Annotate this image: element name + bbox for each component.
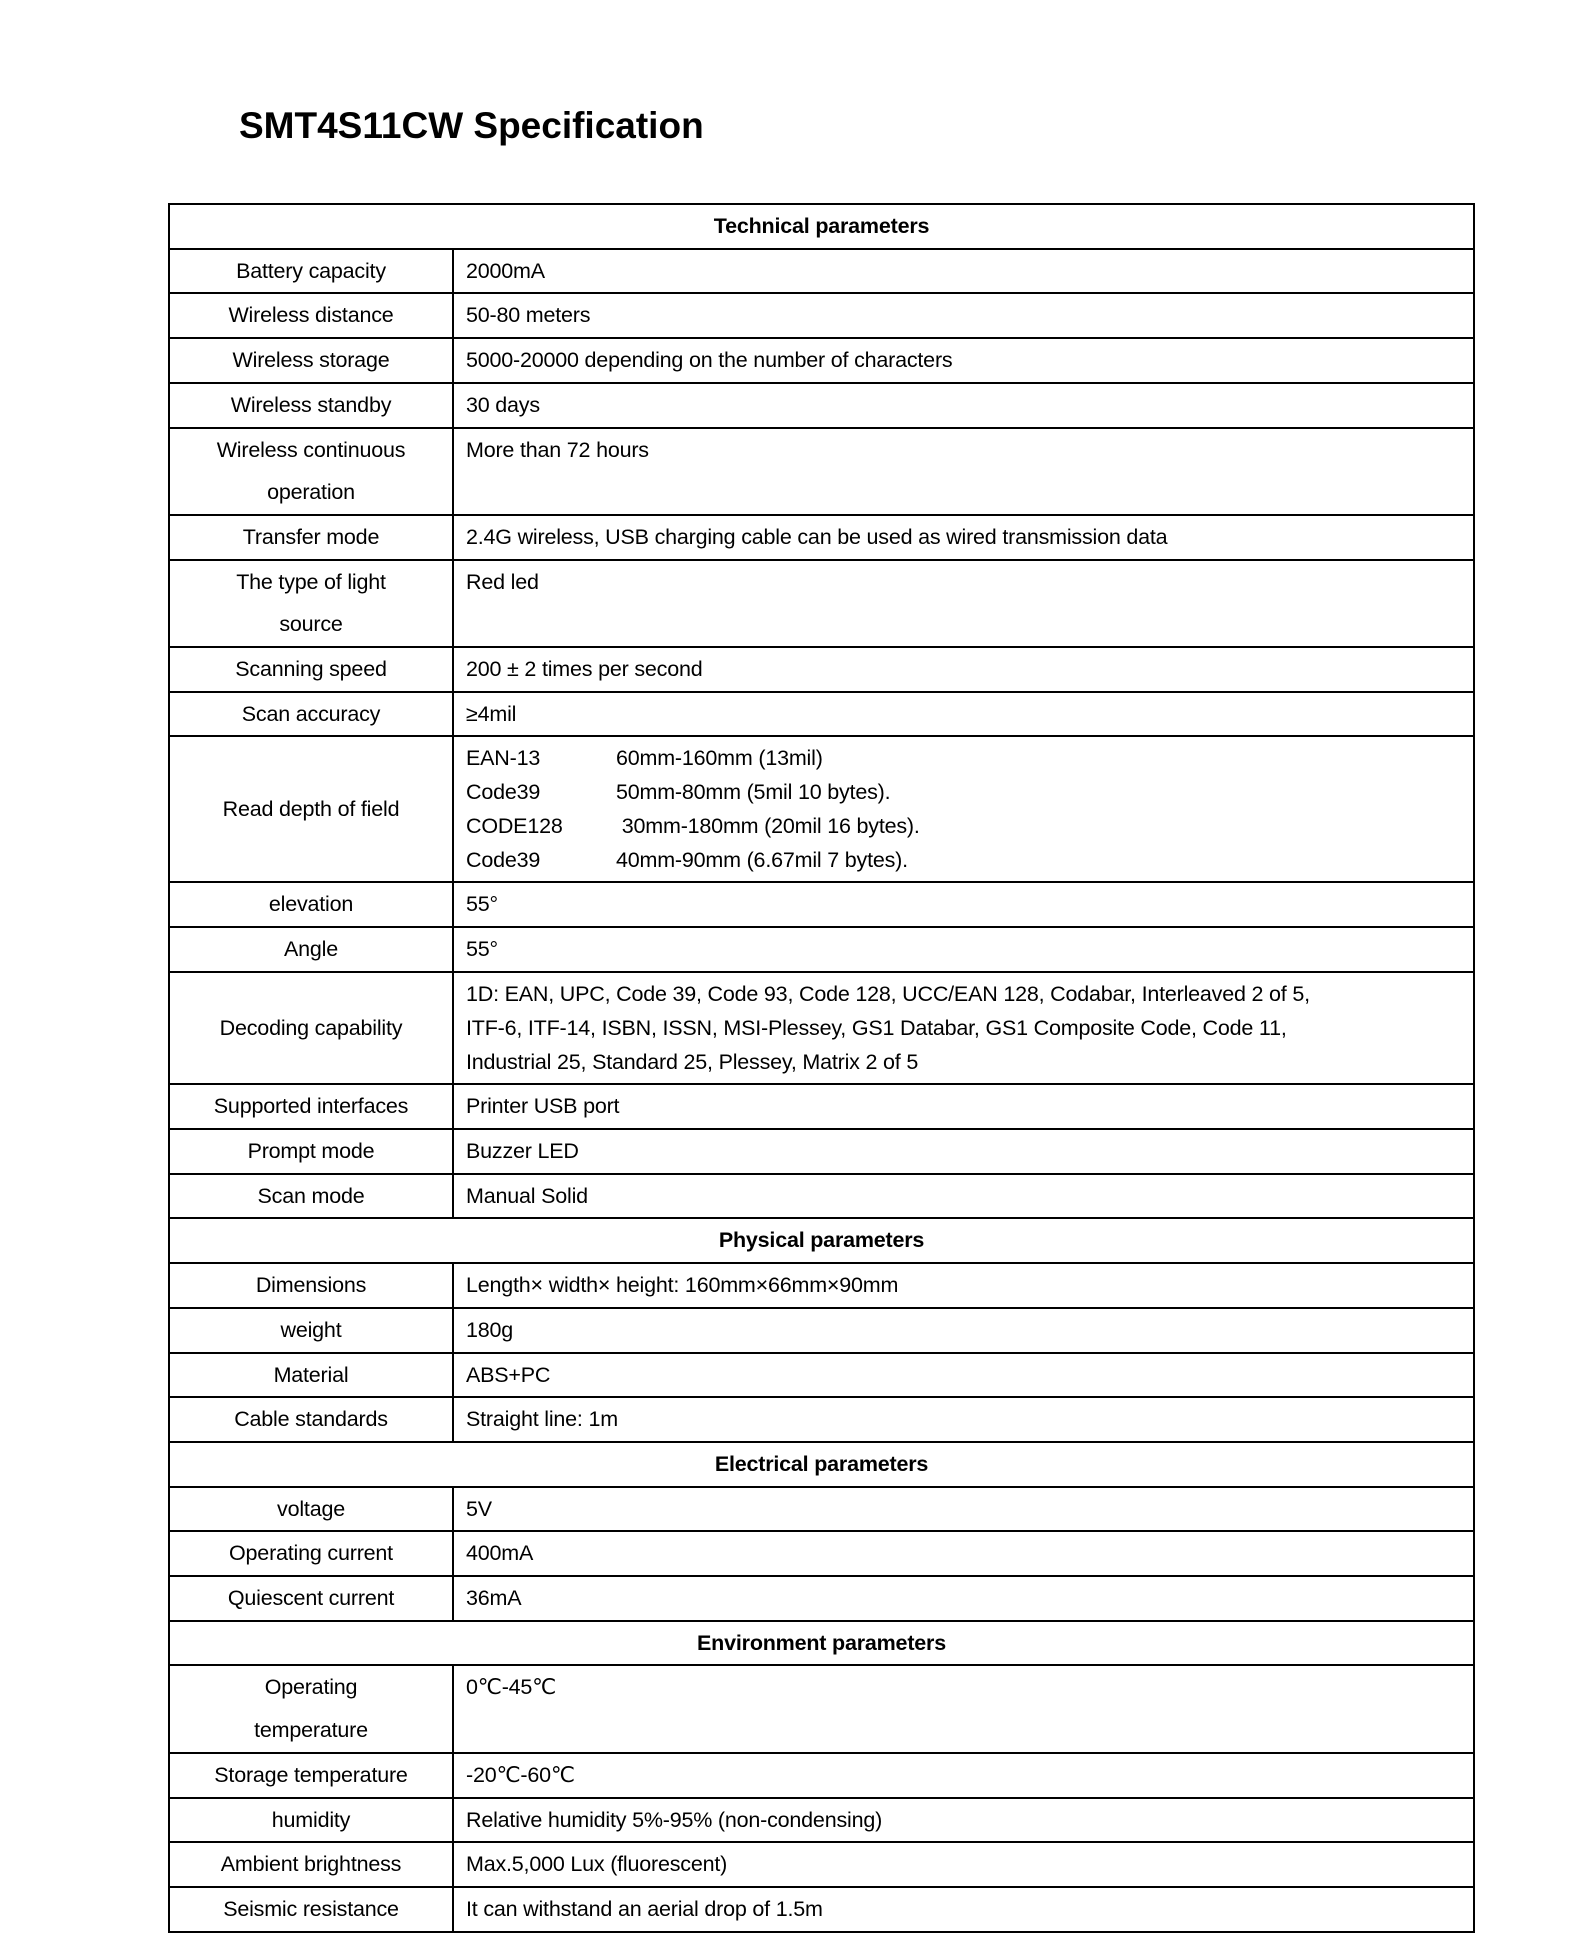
barcode-type: Code39: [466, 848, 541, 873]
spec-row: [169, 1576, 1474, 1621]
spec-label-line: Wireless continuous: [216, 437, 406, 462]
decoding-list: [453, 972, 1474, 1085]
spec-row: [169, 1887, 1474, 1932]
spec-row: [169, 1753, 1474, 1798]
spec-row: [169, 560, 1474, 647]
spec-label: Ambient brightness: [169, 1842, 453, 1887]
depth-range: 40mm-90mm (6.67mil 7 bytes).: [616, 848, 908, 873]
spec-label-line: Operating: [264, 1675, 358, 1700]
spec-label-line: operation: [267, 480, 355, 505]
spec-label-line: source: [279, 612, 343, 637]
section-header-electrical: [169, 1442, 1474, 1487]
spec-label: Decoding capability: [169, 972, 453, 1085]
spec-label: Supported interfaces: [169, 1084, 453, 1129]
spec-value: 55°: [453, 882, 1474, 927]
spec-label: Material: [169, 1353, 453, 1398]
section-title: Technical parameters: [169, 204, 1474, 249]
spec-value: ABS+PC: [453, 1353, 1474, 1398]
section-header-physical: [169, 1218, 1474, 1263]
spec-row: [169, 1397, 1474, 1442]
spec-value: Length× width× height: 160mm×66mm×90mm: [453, 1263, 1474, 1308]
spec-label: Battery capacity: [169, 249, 453, 294]
spec-row: [169, 1353, 1474, 1398]
spec-row: [169, 1798, 1474, 1843]
spec-value: 5V: [453, 1487, 1474, 1532]
spec-label: Scanning speed: [169, 647, 453, 692]
spec-value: [453, 1665, 1474, 1752]
section-header-environment: [169, 1621, 1474, 1666]
spec-value-text: 0℃-45℃: [466, 1675, 557, 1700]
spec-label: [169, 428, 453, 515]
spec-label: [169, 1665, 453, 1752]
read-depth-entry: [466, 843, 1473, 877]
spec-label: Wireless storage: [169, 338, 453, 383]
depth-range: 60mm-160mm (13mil): [616, 746, 823, 771]
specification-table: [168, 203, 1475, 1933]
spec-row: [169, 1084, 1474, 1129]
section-header-technical: [169, 204, 1474, 249]
spec-label: weight: [169, 1308, 453, 1353]
spec-row: [169, 293, 1474, 338]
spec-value: ≥4mil: [453, 692, 1474, 737]
spec-value: 36mA: [453, 1576, 1474, 1621]
spec-row: [169, 882, 1474, 927]
spec-value: 2000mA: [453, 249, 1474, 294]
spec-value: 55°: [453, 927, 1474, 972]
spec-row: [169, 338, 1474, 383]
spec-label: [169, 560, 453, 647]
spec-row: [169, 1174, 1474, 1219]
spec-label: Seismic resistance: [169, 1887, 453, 1932]
spec-label: Wireless standby: [169, 383, 453, 428]
spec-row: [169, 1842, 1474, 1887]
spec-value: 50-80 meters: [453, 293, 1474, 338]
section-title: Physical parameters: [169, 1218, 1474, 1263]
spec-row: [169, 647, 1474, 692]
spec-label: Transfer mode: [169, 515, 453, 560]
spec-label-line: temperature: [254, 1718, 368, 1743]
spec-value: 200 ± 2 times per second: [453, 647, 1474, 692]
spec-row: [169, 692, 1474, 737]
spec-row: [169, 1531, 1474, 1576]
spec-row: [169, 1129, 1474, 1174]
read-depth-entry: [466, 741, 1473, 775]
spec-label: Operating current: [169, 1531, 453, 1576]
spec-row: [169, 1263, 1474, 1308]
spec-row-decoding: [169, 972, 1474, 1085]
spec-value: Straight line: 1m: [453, 1397, 1474, 1442]
depth-range: 30mm-180mm (20mil 16 bytes).: [616, 814, 920, 839]
barcode-type: EAN-13: [466, 746, 541, 771]
spec-value: [453, 428, 1474, 515]
spec-value: -20℃-60℃: [453, 1753, 1474, 1798]
decoding-line: 1D: EAN, UPC, Code 39, Code 93, Code 128, UCC/EAN 128, Codabar, Interleaved 2 of 5,: [466, 981, 1310, 1006]
spec-value: 2.4G wireless, USB charging cable can be used as wired transmission data: [453, 515, 1474, 560]
spec-label: elevation: [169, 882, 453, 927]
spec-label: Storage temperature: [169, 1753, 453, 1798]
document-title: SMT4S11CW Specification: [239, 105, 704, 146]
spec-row: [169, 927, 1474, 972]
spec-value: 400mA: [453, 1531, 1474, 1576]
spec-value-text: Red led: [466, 569, 539, 594]
spec-row-read-depth: [169, 736, 1474, 882]
spec-row: [169, 383, 1474, 428]
decoding-line: Industrial 25, Standard 25, Plessey, Matrix 2 of 5: [466, 1050, 919, 1075]
spec-value: Manual Solid: [453, 1174, 1474, 1219]
spec-row: [169, 249, 1474, 294]
spec-value: 5000-20000 depending on the number of characters: [453, 338, 1474, 383]
spec-label: Dimensions: [169, 1263, 453, 1308]
spec-value: 30 days: [453, 383, 1474, 428]
spec-value: Relative humidity 5%-95% (non-condensing): [453, 1798, 1474, 1843]
spec-row: [169, 1665, 1474, 1752]
spec-row: [169, 1308, 1474, 1353]
spec-value: It can withstand an aerial drop of 1.5m: [453, 1887, 1474, 1932]
spec-value-text: More than 72 hours: [466, 437, 649, 462]
spec-row: [169, 428, 1474, 515]
section-title: Environment parameters: [169, 1621, 1474, 1666]
decoding-line: ITF-6, ITF-14, ISBN, ISSN, MSI-Plessey, GS1 Databar, GS1 Composite Code, Code 11,: [466, 1015, 1287, 1040]
spec-label: Angle: [169, 927, 453, 972]
spec-label: voltage: [169, 1487, 453, 1532]
spec-label: humidity: [169, 1798, 453, 1843]
read-depth-list: [453, 736, 1474, 882]
spec-value: Printer USB port: [453, 1084, 1474, 1129]
spec-row: [169, 515, 1474, 560]
spec-label: Scan mode: [169, 1174, 453, 1219]
spec-value: Buzzer LED: [453, 1129, 1474, 1174]
spec-label: Cable standards: [169, 1397, 453, 1442]
depth-range: 50mm-80mm (5mil 10 bytes).: [616, 780, 891, 805]
spec-value: 180g: [453, 1308, 1474, 1353]
spec-value: Max.5,000 Lux (fluorescent): [453, 1842, 1474, 1887]
spec-label: Scan accuracy: [169, 692, 453, 737]
spec-label: Read depth of field: [169, 736, 453, 882]
read-depth-entry: [466, 809, 1473, 843]
barcode-type: Code39: [466, 780, 541, 805]
spec-label: Quiescent current: [169, 1576, 453, 1621]
spec-label: Prompt mode: [169, 1129, 453, 1174]
spec-label-line: The type of light: [236, 569, 386, 594]
read-depth-entry: [466, 775, 1473, 809]
barcode-type: CODE128: [466, 814, 563, 839]
section-title: Electrical parameters: [169, 1442, 1474, 1487]
spec-row: [169, 1487, 1474, 1532]
spec-value: [453, 560, 1474, 647]
spec-label: Wireless distance: [169, 293, 453, 338]
